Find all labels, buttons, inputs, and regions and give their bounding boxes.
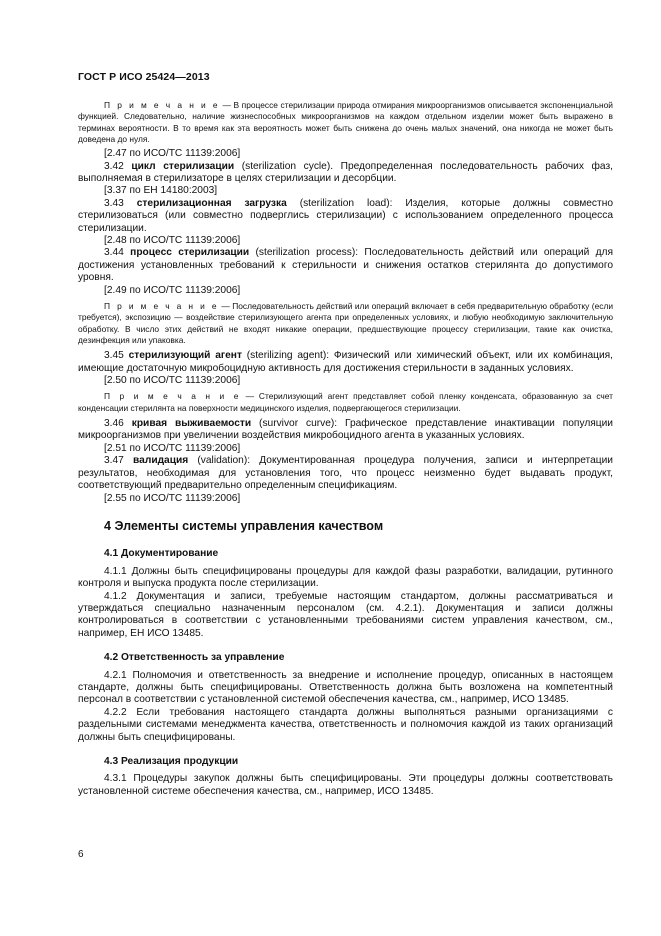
subsection-heading-4-2: 4.2 Ответственность за управление [104, 652, 285, 664]
note-text: — Последовательность действий или операций включает в себя предварительную обработку (если требуется), экспозицию — воздействие стерилизующего агента при определенных условиях, и любую необходимую заключительную обработку. В число этих действий не входят никакие операции, предшествующие процессу стерилизации, такие как очистка, дезинфекция или упаковка. [78, 301, 614, 345]
term-definition: (sterilization process): Последовательность действий или операций для достижения установленных требований к стерильности и снижения остатков стерилянта до допустимого уровня. [78, 247, 614, 284]
reference: [2.55 по ИСО/ТС 11139:2006] [104, 492, 241, 504]
term-3-45 [78, 350, 613, 375]
term-definition: (sterilization cycle). Предопределенная последовательность рабочих фаз, выполняемая в стерилизаторе в целях стерилизации и десорбции. [78, 160, 613, 184]
term-number: 3.44 [104, 247, 124, 259]
term-3-44 [78, 247, 613, 284]
term-definition: (sterilizing agent): Физический или химический объект, или их комбинация, имеющие достаточную микробоцидную активность для достижения стерильности в заданных условиях. [78, 350, 613, 374]
reference: [3.37 по ЕН 14180:2003] [104, 185, 218, 197]
term-definition: (sterilization load): Изделия, которые должны совместно стерилизоваться (или совместно подверглись стерилизации) с использованием определенного процесса стерилизации. [78, 197, 613, 234]
clause-4-3-1: 4.3.1 Процедуры закупок должны быть специфицированы. Эти процедуры должны соответствовать установленной системе обеспечения качества, см., например, ИСО 13485. [78, 773, 613, 797]
clause-4-2-2: 4.2.2 Если требования настоящего стандарта должны выполняться разными организациями с раздельными системами менеджмента качества, ответственность и полномочия каждой из таких организаций должны быть специфицированы. [78, 706, 613, 743]
subsection-heading-4-3: 4.3 Реализация продукции [104, 756, 239, 767]
section-heading-4: 4 Элементы системы управления качеством [104, 518, 384, 533]
term-number: 3.43 [104, 197, 124, 209]
clause-4-1-1: 4.1.1 Должны быть специфицированы процедуры для каждой фазы разработки, валидации, рутинного контроля и выпуска продукта после стерилизации. [78, 565, 613, 590]
term-3-46 [78, 418, 613, 443]
page-content [78, 97, 613, 798]
note-paragraph [78, 301, 613, 346]
note-label: П р и м е ч а н и е [104, 391, 241, 402]
reference: [2.48 по ИСО/ТС 11139:2006] [104, 235, 241, 247]
subsection-heading-4-1: 4.1 Документирование [104, 548, 219, 560]
clause-4-2-1: 4.2.1 Полномочия и ответственность за внедрение и исполнение процедур, описанных в настоящем стандарте, должны быть специфицированы. Ответственность должна быть возложена на компетентный персонал в соответствии с установленной системой обеспечения качества, см., например, ИСО 13485. [78, 669, 613, 706]
note-text: — Стерилизующий агент представляет собой пленку конденсата, образованную за счет конденсации стерилянта на поверхности медицинского изделия, подвергающегося стерилизации. [78, 391, 614, 413]
document-header: ГОСТ Р ИСО 25424—2013 [78, 71, 210, 83]
note-text: — В процессе стерилизации природа отмирания микроорганизмов описывается экспоненциальной функцией. Следовательно, наличие жизнеспособных микроорганизмов на каждом отдельном изделии может быть выражено в терминах вероятности. В то время как эта вероятность может быть снижена до очень малых значений, она никогда не может быть доведена до нуля. [78, 100, 613, 144]
term-definition: (validation): Документированная процедура получения, записи и интерпретации результатов, необходимая для установления того, что процесс неизменно будет выдавать продукт, соответствующий предварительно определенным спецификациям. [78, 455, 613, 492]
term-name: цикл стерилизации [131, 160, 235, 172]
term-number: 3.45 [104, 350, 124, 362]
term-name: валидация [133, 455, 189, 467]
term-3-42 [78, 161, 613, 186]
term-name: стерилизационная загрузка [136, 197, 287, 209]
reference: [2.50 по ИСО/ТС 11139:2006] [104, 375, 241, 387]
term-3-47 [78, 455, 613, 492]
reference: [2.51 по ИСО/ТС 11139:2006] [104, 442, 241, 454]
term-name: стерилизующий агент [128, 350, 242, 362]
term-number: 3.46 [104, 418, 124, 430]
clause-4-1-2: 4.1.2 Документация и записи, требуемые настоящим стандартом, должны рассматриваться и утверждаться специально назначенным персоналом (см. 4.2.1). Документация и записи должны контролироваться в соответствии с установленными требованиями систем управления качеством, см., например, ЕН ИСО 13485. [78, 590, 613, 639]
note-label: П р и м е ч а н и е [104, 301, 219, 312]
term-number: 3.47 [104, 455, 124, 467]
term-3-43 [78, 198, 613, 235]
term-number: 3.42 [104, 160, 124, 172]
term-name: процесс стерилизации [130, 247, 250, 259]
note-paragraph [78, 391, 613, 414]
note-paragraph [78, 100, 613, 145]
page-number: 6 [78, 849, 84, 860]
reference: [2.49 по ИСО/ТС 11139:2006] [104, 284, 241, 296]
reference: [2.47 по ИСО/ТС 11139:2006] [104, 148, 241, 160]
term-definition: (survivor curve): Графическое представление инактивации популяции микроорганизмов при увеличении воздействия микробоцидного агента в указанных условиях. [78, 418, 613, 442]
term-name: кривая выживаемости [131, 418, 252, 430]
note-label: П р и м е ч а н и е [104, 100, 220, 110]
